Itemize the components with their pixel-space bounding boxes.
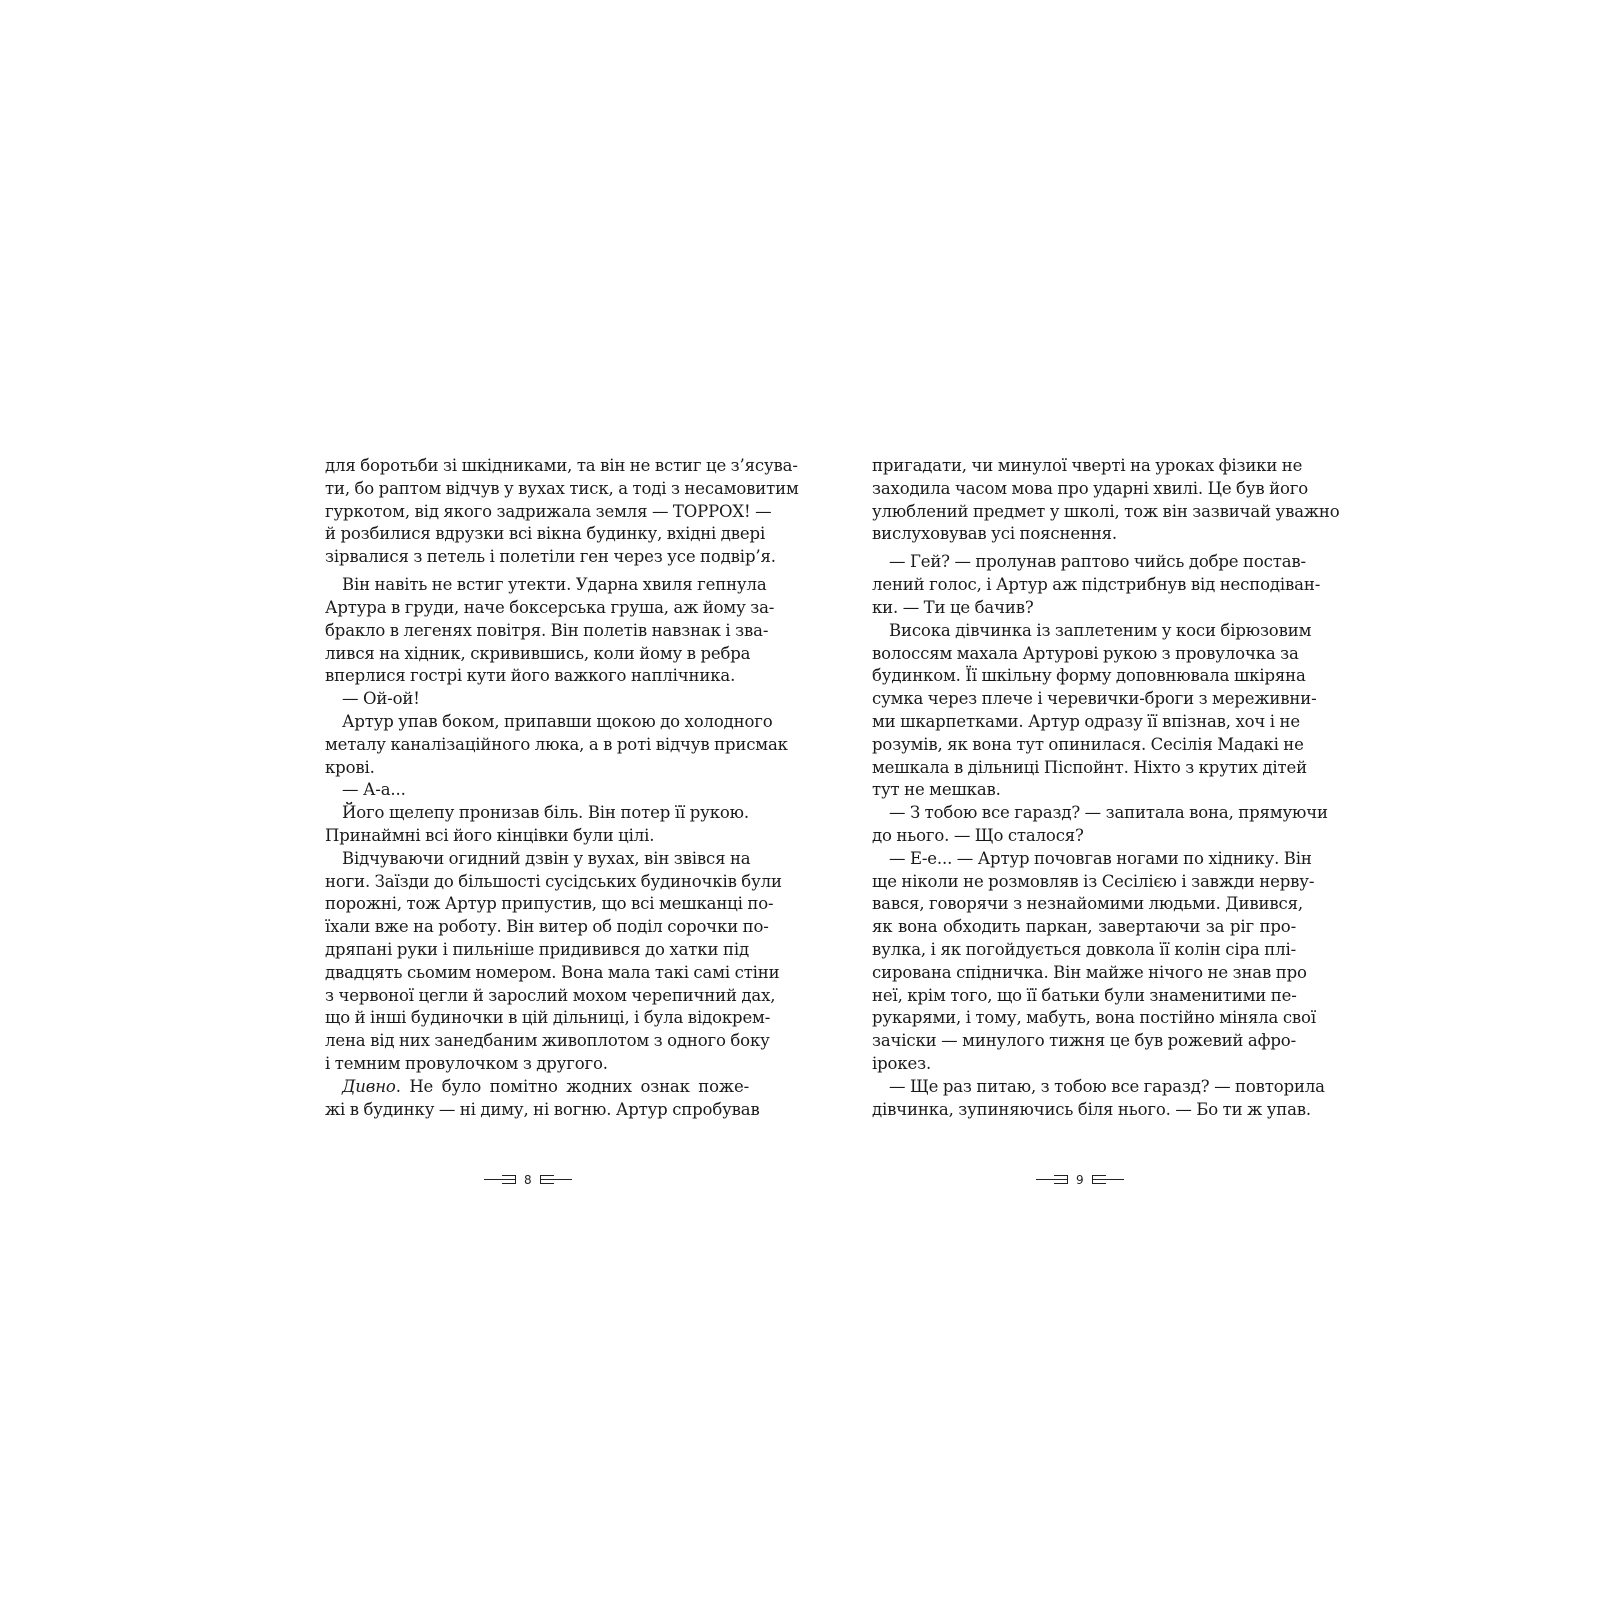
text-line: жі в будинку — ні диму, ні вогню. Артур спробував xyxy=(325,1099,760,1119)
text-line: Артура в груди, наче боксерська груша, аж йому за- xyxy=(325,597,775,617)
text-line: ноги. Заїзди до більшості сусідських будиночків були xyxy=(325,871,782,891)
text-line: Його щелепу пронизав біль. Він потер її рукою. xyxy=(342,803,749,823)
text-line: — З тобою все гаразд? — запитала вона, прямуючи xyxy=(889,803,1328,823)
text-line: дівчинка, зупиняючись біля нього. — Бо ти ж упав. xyxy=(872,1099,1312,1119)
text-line: Він навіть не встиг утекти. Ударна хвиля гепнула xyxy=(342,575,767,595)
text-line: вперлися гострі кути його важкого наплічника. xyxy=(325,666,736,686)
text-line: вулка, і як погойдується довкола її колін сіра плі- xyxy=(872,939,1296,959)
text-line: Артур упав боком, припавши щокою до холодного xyxy=(342,711,773,731)
left-page-text xyxy=(325,455,799,1121)
text-line: дряпані руки і пильніше придивився до хатки під xyxy=(325,939,749,959)
text-line: — Е-е... — Артур почовгав ногами по хіднику. Він xyxy=(889,848,1312,868)
text-line: бракло в легенях повітря. Він полетів навзнак і зва- xyxy=(325,620,769,640)
text-line: ще ніколи не розмовляв із Сесілією і завжди нерву- xyxy=(872,871,1315,891)
text-line: зірвалися з петель і полетіли ген через усе подвір’я. xyxy=(325,547,776,567)
text-line: — Гей? — пролунав раптово чийсь добре постав- xyxy=(889,552,1306,572)
text-line: Дивно. Не було помітно жодних ознак поже- xyxy=(342,1076,749,1096)
text-line: що й інші будиночки в цій дільниці, і була відокрем- xyxy=(325,1008,771,1028)
text-line: сумка через плече і черевички-броги з мереживни- xyxy=(872,689,1317,709)
text-line: заходила часом мова про ударні хвилі. Це був його xyxy=(872,478,1309,498)
text-line: — А-а... xyxy=(342,780,406,800)
text-line: й розбилися вдрузки всі вікна будинку, вхідні двері xyxy=(325,524,766,544)
text-line: як вона обходить паркан, завертаючи за ріг про- xyxy=(872,917,1296,937)
right-page-folio xyxy=(1036,1170,1124,1190)
folio-ornament-right xyxy=(1092,1174,1124,1186)
text-line: волоссям махала Артурові рукою з провулочка за xyxy=(872,643,1299,663)
text-line: ірокез. xyxy=(872,1053,932,1073)
text-line: улюблений предмет у школі, тож він зазвичай уважно xyxy=(872,501,1340,521)
left-page-folio xyxy=(484,1170,572,1190)
page-number: 9 xyxy=(1076,1173,1084,1187)
text-line: гуркотом, від якого задрижала земля — ТОРРОХ! — xyxy=(325,501,772,521)
text-line: лена від них занедбаним живоплотом з одного боку xyxy=(325,1031,770,1051)
text-line: металу каналізаційного люка, а в роті відчув присмак xyxy=(325,734,788,754)
text-line: лився на хідник, скривившись, коли йому в ребра xyxy=(325,643,751,663)
text-line: вався, говорячи з незнайомими людьми. Дивився, xyxy=(872,894,1303,914)
text-line: неї, крім того, що її батьки були знаменитими пе- xyxy=(872,985,1297,1005)
text-line: до нього. — Що сталося? xyxy=(872,825,1084,845)
text-line: двадцять сьомим номером. Вона мала такі самі стіни xyxy=(325,962,780,982)
text-line: сирована спідничка. Він майже нічого не знав про xyxy=(872,962,1307,982)
text-line: — Ще раз питаю, з тобою все гаразд? — повторила xyxy=(889,1076,1325,1096)
text-line: крові. xyxy=(325,757,375,777)
text-line: тут не мешкав. xyxy=(872,780,1001,800)
text-line: їхали вже на роботу. Він витер об поділ сорочки по- xyxy=(325,917,769,937)
text-line: мешкала в дільниці Піспойнт. Ніхто з крутих дітей xyxy=(872,757,1307,777)
text-line: ти, бо раптом відчув у вухах тиск, а тоді з несамовитим xyxy=(325,478,799,498)
folio-ornament-left xyxy=(1036,1174,1068,1186)
text-line: ки. — Ти це бачив? xyxy=(872,597,1034,617)
page-number: 8 xyxy=(524,1173,532,1187)
text-line: порожні, тож Артур припустив, що всі мешканці по- xyxy=(325,894,774,914)
text-line: ми шкарпетками. Артур одразу її впізнав, хоч і не xyxy=(872,711,1300,731)
text-line: з червоної цегли й зарослий мохом черепичний дах, xyxy=(325,985,776,1005)
text-line: Висока дівчинка із заплетеним у коси бірюзовим xyxy=(889,620,1312,640)
folio-ornament-right xyxy=(540,1174,572,1186)
text-line: будинком. Її шкільну форму доповнювала шкіряна xyxy=(872,666,1306,686)
text-line: Відчуваючи огидний дзвін у вухах, він звівся на xyxy=(342,848,751,868)
text-line: розумів, як вона тут опинилася. Сесілія Мадакі не xyxy=(872,734,1304,754)
text-line: — Ой-ой! xyxy=(342,689,420,709)
folio-ornament-left xyxy=(484,1174,516,1186)
text-line: і темним провулочком з другого. xyxy=(325,1053,608,1073)
text-line: для боротьби зі шкідниками, та він не встиг це з’ясува- xyxy=(325,456,798,475)
text-line: лений голос, і Артур аж підстрибнув від несподіван- xyxy=(872,575,1321,595)
text-line: вислуховував усі пояснення. xyxy=(872,524,1118,544)
text-line: рукарями, і тому, мабуть, вона постійно міняла свої xyxy=(872,1008,1316,1028)
right-page-text xyxy=(872,455,1340,1121)
text-line: пригадати, чи минулої чверті на уроках фізики не xyxy=(872,456,1303,475)
text-line: зачіски — минулого тижня це був рожевий афро- xyxy=(872,1031,1296,1051)
text-line: Принаймні всі його кінцівки були цілі. xyxy=(325,825,655,845)
